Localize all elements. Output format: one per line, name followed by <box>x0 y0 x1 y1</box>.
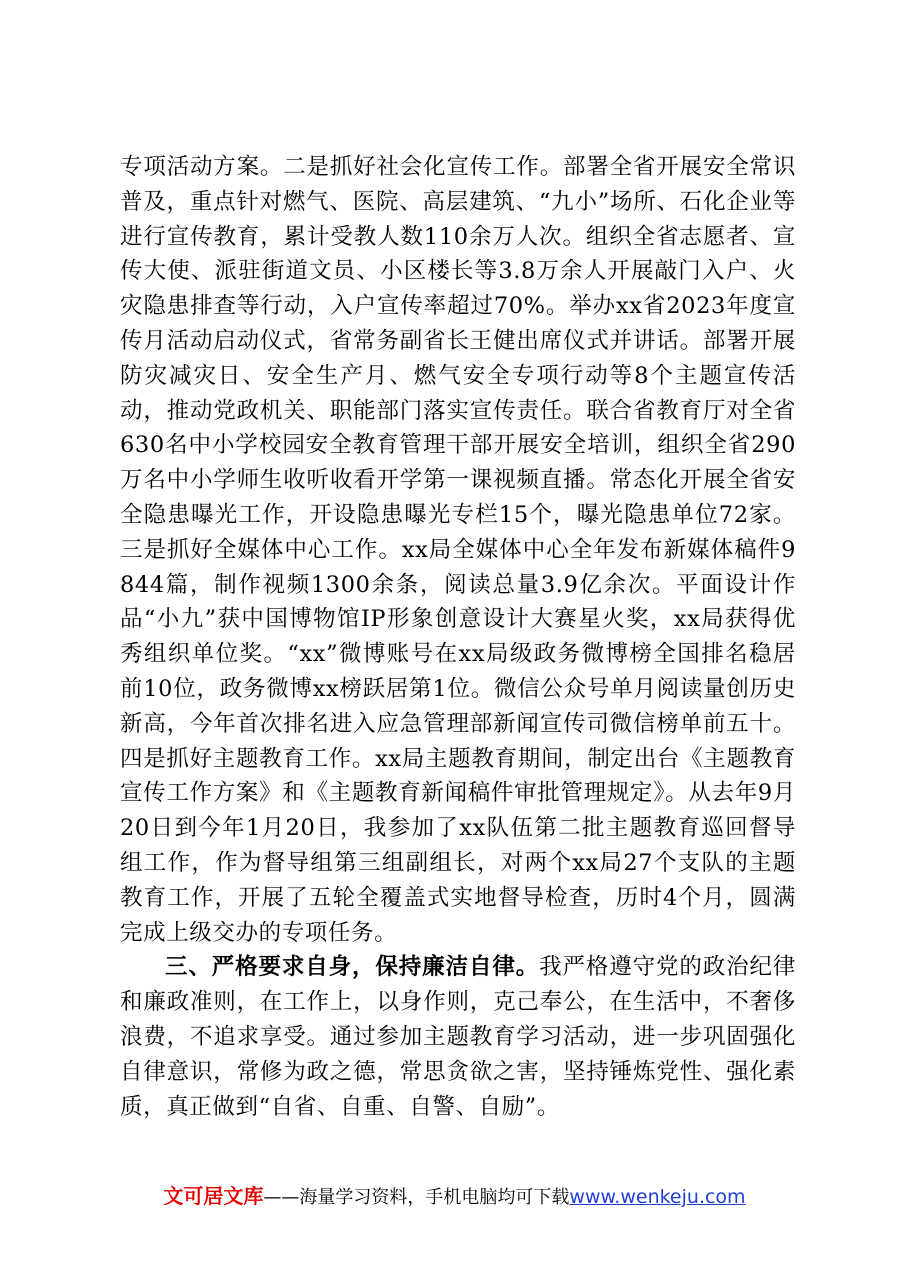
paragraph-publicity-work: 专项活动方案。二是抓好社会化宣传工作。部署全省开展安全常识普及，重点针对燃气、医院、高层建筑、“九小”场所、石化企业等进行宣传教育，累计受教人数110余万人次。组织全省志愿者、宣传大使、派驻街道文员、小区楼长等3.8万余人开展敲门入户、火灾隐患排查等行动，入户宣传率超过70%。举办xx省2023年度宣传月活动启动仪式，省常务副省长王健出席仪式并讲话。部署开展防灾减灾日、安全生产月、燃气安全专项行动等8个主题宣传活动，推动党政机关、职能部门落实宣传责任。联合省教育厅对全省630名中小学校园安全教育管理干部开展安全培训，组织全省290万名中小学师生收听收看开学第一课视频直播。常态化开展全省安全隐患曝光工作，开设隐患曝光专栏15个，曝光隐患单位72家。三是抓好全媒体中心工作。xx局全媒体中心全年发布新媒体稿件9844篇，制作视频1300余条，阅读总量3.9亿余次。平面设计作品“小九”获中国博物馆IP形象创意设计大赛星火奖，xx局获得优秀组织单位奖。“xx”微博账号在xx局级政务微博榜全国排名稳居前10位，政务微博xx榜跃居第1位。微信公众号单月阅读量创历史新高，今年首次排名进入应急管理部新闻宣传司微信榜单前五十。四是抓好主题教育工作。xx局主题教育期间，制定出台《主题教育宣传工作方案》和《主题教育新闻稿件审批管理规定》。从去年9月20日到今年1月20日，我参加了xx队伍第二批主题教育巡回督导组工作，作为督导组第三组副组长，对两个xx局27个支队的主题教育工作，开展了五轮全覆盖式实地督导检查，历时4个月，圆满完成上级交办的专项任务。 <box>120 154 796 946</box>
footer-banner <box>0 1183 909 1211</box>
section-body: 我严格遵守党的政治纪律和廉政准则，在工作上，以身作则，克己奉公，在生活中，不奢侈浪费，不追求享受。通过参加主题教育学习活动，进一步巩固强化自律意识，常修为政之德，常思贪欲之害，坚持锤炼党性、强化素质，真正做到“自省、自重、自警、自励”。 <box>120 954 796 1120</box>
website-link[interactable]: www.wenkeju.com <box>569 1186 746 1208</box>
paragraph-self-discipline <box>120 950 796 1124</box>
footer-slogan: ——海量学习资料，手机电脑均可下载 <box>263 1187 570 1208</box>
brand-name: 文可居文库 <box>163 1184 264 1208</box>
section-heading: 三、严格要求自身，保持廉洁自律。 <box>165 954 540 981</box>
document-body <box>120 150 796 1124</box>
